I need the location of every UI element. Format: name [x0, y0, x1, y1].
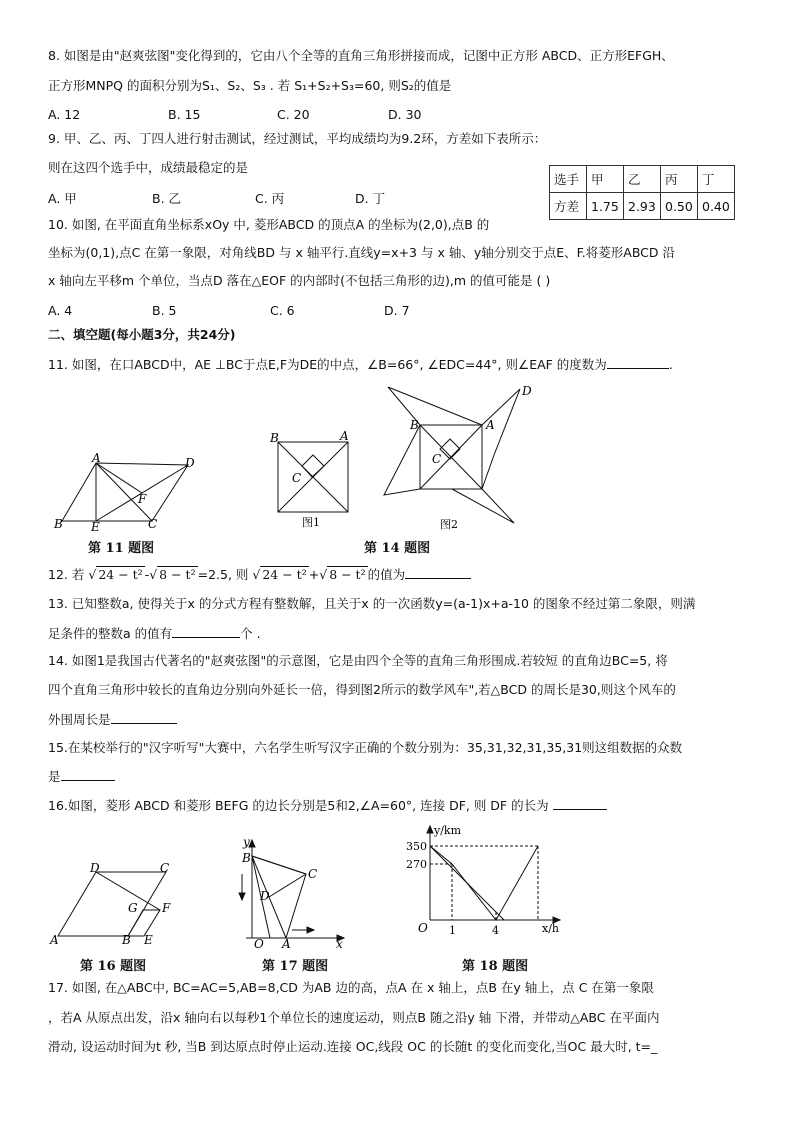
q15-answer-blank	[61, 768, 115, 781]
blade-1	[388, 387, 482, 425]
label-b: B	[410, 418, 419, 432]
q14-line3-text: 外围周长是	[48, 712, 111, 727]
distance-line-2	[430, 846, 504, 920]
figure-17	[236, 836, 352, 948]
q9-option-a: A. 甲	[48, 191, 77, 206]
variance-table-header-row	[550, 166, 735, 193]
label-y: y	[243, 836, 250, 849]
radicand: 8 − t²	[329, 567, 366, 582]
figure-18-caption: 第 18 题图	[462, 959, 529, 974]
segment-af	[96, 463, 142, 493]
table-cell: 1.75	[587, 193, 624, 220]
sqrt-expression-1: √ 24 − t²	[88, 567, 143, 582]
radicand: 24 − t²	[98, 567, 143, 582]
q10-line1: 10. 如图, 在平面直角坐标系xOy 中, 菱形ABCD 的顶点A 的坐标为(2,0),点B 的	[48, 217, 490, 232]
figure-16	[48, 860, 188, 946]
sqrt-expression-3: √ 24 − t²	[252, 567, 307, 582]
label-d: D	[90, 861, 100, 875]
q12-text	[48, 566, 471, 583]
label-c: C	[292, 471, 302, 485]
q8-line2: 正方形MNPQ 的面积分别为S₁、S₂、S₃ . 若 S₁+S₂+S₃=60, 则S₂的值是	[48, 78, 452, 93]
q10-line2: 坐标为(0,1),点C 在第一象限，对角线BD 与 x 轴平行.直线y=x+3 与 x 轴、y轴分别交于点E、F.将菱形ABCD 沿	[48, 245, 675, 260]
sub-caption-2: 图2	[440, 518, 458, 531]
operator: -	[144, 567, 150, 582]
q10-option-d: D. 7	[384, 303, 410, 318]
q14-answer-blank	[111, 711, 177, 724]
table-cell: 乙	[624, 166, 661, 193]
q13-line2-text: 足条件的整数a 的值有	[48, 626, 173, 641]
q13-line2	[48, 625, 261, 642]
q13-answer-blank	[172, 625, 240, 638]
label-e: E	[144, 933, 153, 946]
table-cell: 甲	[587, 166, 624, 193]
figure-17-caption: 第 17 题图	[262, 959, 329, 974]
table-cell: 方差	[550, 193, 587, 220]
q9-line1: 9. 甲、乙、丙、丁四人进行射击测试，经过测试，平均成绩均为9.2环，方差如下表所示：	[48, 131, 547, 146]
distance-line-1	[430, 846, 538, 920]
figure-14-caption: 第 14 题图	[364, 541, 431, 556]
operator: +	[308, 567, 320, 582]
label-b: B	[242, 851, 251, 865]
q11-statement: 11. 如图，在口ABCD中，AE ⊥BC于点E,F为DE的中点，∠B=66°, ∠EDC=44°, 则∠EAF 的度数为	[48, 357, 607, 372]
sqrt-expression-4: √ 8 − t²	[319, 567, 366, 582]
label-a: A	[92, 453, 101, 465]
q17-line1: 17. 如图, 在△ABC中, BC=AC=5,AB=8,CD 为AB 边的高，点A 在 x 轴上，点B 在y 轴上，点 C 在第一象限	[48, 980, 654, 995]
label-b: B	[270, 431, 279, 445]
variance-table-row	[550, 193, 735, 220]
blade-4	[384, 425, 420, 495]
origin-label: O	[418, 921, 428, 935]
label-b: B	[122, 933, 131, 946]
tick-1: 1	[449, 924, 456, 937]
label-d: D	[260, 889, 270, 903]
inner-square	[302, 455, 324, 477]
figure-14-2	[374, 383, 534, 533]
q10-option-b: B. 5	[152, 303, 177, 318]
q8-option-a: A. 12	[48, 107, 81, 122]
segment-cd	[269, 874, 306, 897]
q10-option-c: C. 6	[270, 303, 295, 318]
label-g: G	[128, 901, 138, 915]
q11-answer-blank	[607, 356, 669, 369]
q17-line3: 滑动, 设运动时间为t 秒, 当B 到达原点时停止运动.连接 OC,线段 OC 的长随t 的变化而变化,当OC 最大时, t=_	[48, 1039, 658, 1054]
label-a: A	[50, 933, 59, 946]
radicand: 24 − t²	[262, 567, 307, 582]
q11-text: 11. 如图，在口ABCD中，AE ⊥BC于点E,F为DE的中点，∠B=66°, ∠EDC=44°, 则∠EAF 的度数为 .	[48, 357, 673, 372]
label-b: B	[54, 517, 63, 531]
figure-14-1	[262, 428, 358, 528]
q9-line2: 则在这四个选手中，成绩最稳定的是	[48, 160, 249, 175]
radicand: 8 − t²	[159, 567, 196, 582]
q15-line2	[48, 768, 115, 785]
label-f: F	[138, 492, 147, 506]
label-o: O	[254, 937, 264, 948]
figure-18	[386, 824, 566, 948]
x-axis-label: x/h	[542, 922, 559, 935]
label-c: C	[148, 517, 158, 531]
figure-11	[52, 453, 202, 533]
tick-350: 350	[406, 840, 427, 853]
q8-option-c: C. 20	[277, 107, 310, 122]
q14-line2: 四个直角三角形中较长的直角边分别向外延长一倍，得到图2所示的数学风车",若△BCD 的周长是30,则这个风车的	[48, 682, 676, 697]
q14-line3	[48, 711, 177, 728]
q15-line1: 15.在某校举行的"汉字听写"大赛中，六名学生听写汉字正确的个数分别为：35,31,32,31,35,31则这组数据的众数	[48, 740, 683, 755]
label-a: A	[282, 937, 291, 948]
label-d: D	[522, 384, 532, 398]
label-f: F	[162, 901, 171, 915]
label-a: A	[486, 418, 495, 432]
q17-line2: ，若A 从原点出发，沿x 轴向右以每秒1个单位长的速度运动，则点B 随之沿y 轴 下滑，并带动△ABC 在平面内	[48, 1010, 660, 1025]
label-x: x	[336, 937, 343, 948]
q8-option-d: D. 30	[388, 107, 422, 122]
label-d: D	[185, 456, 195, 470]
table-cell: 丁	[698, 166, 735, 193]
blade-3	[452, 489, 514, 523]
blade-2	[482, 389, 520, 489]
q9-option-b: B. 乙	[152, 191, 182, 206]
q14-line1: 14. 如图1是我国古代著名的"赵爽弦图"的示意图，它是由四个全等的直角三角形围成.若较短 的直角边BC=5, 将	[48, 653, 668, 668]
q10-line3: x 轴向左平移m 个单位，当点D 落在△EOF 的内部时(不包括三角形的边),m 的值可能是 ( )	[48, 273, 551, 288]
label-c: C	[308, 867, 318, 881]
figure-11-caption: 第 11 题图	[88, 541, 155, 556]
table-cell: 2.93	[624, 193, 661, 220]
q12-equals: =2.5, 则	[197, 567, 249, 582]
section-heading: 二、填空题(每小题3分，共24分)	[48, 327, 236, 342]
q15-line2-text: 是	[48, 769, 61, 784]
label-e: E	[91, 520, 100, 533]
q10-option-a: A. 4	[48, 303, 73, 318]
figure-16-caption: 第 16 题图	[80, 959, 147, 974]
q9-option-c: C. 丙	[255, 191, 285, 206]
table-cell: 选手	[550, 166, 587, 193]
q16-statement: 16.如图，菱形 ABCD 和菱形 BEFG 的边长分别是5和2,∠A=60°, 连接 DF, 则 DF 的长为	[48, 798, 549, 813]
q13-line2-end: 个 .	[240, 626, 261, 641]
parallelogram-abcd	[62, 463, 188, 521]
table-cell: 0.40	[698, 193, 735, 220]
label-c: C	[160, 861, 170, 875]
table-cell: 丙	[661, 166, 698, 193]
label-a: A	[340, 429, 349, 443]
q13-line1: 13. 已知整数a, 使得关于x 的分式方程有整数解，且关于x 的一次函数y=(a-1)x+a-10 的图象不经过第二象限，则满	[48, 596, 696, 611]
sub-caption-1: 图1	[302, 516, 320, 528]
q16-text	[48, 797, 607, 814]
tick-4: 4	[492, 924, 499, 937]
sqrt-expression-2: √ 8 − t²	[149, 567, 196, 582]
label-c: C	[432, 452, 442, 466]
table-cell: 0.50	[661, 193, 698, 220]
y-axis-label: y/km	[434, 824, 462, 837]
tick-270: 270	[406, 858, 427, 871]
q9-option-d: D. 丁	[355, 191, 386, 206]
q16-answer-blank	[553, 797, 607, 810]
q12-suffix: 的值为	[367, 567, 406, 582]
q12-prefix: 12. 若	[48, 567, 85, 582]
q8-line1: 8. 如图是由"赵爽弦图"变化得到的，它由八个全等的直角三角形拼接而成，记图中正方形 ABCD、正方形EFGH、	[48, 48, 674, 63]
q12-answer-blank	[405, 566, 471, 579]
q8-option-b: B. 15	[168, 107, 201, 122]
variance-table	[549, 165, 735, 220]
